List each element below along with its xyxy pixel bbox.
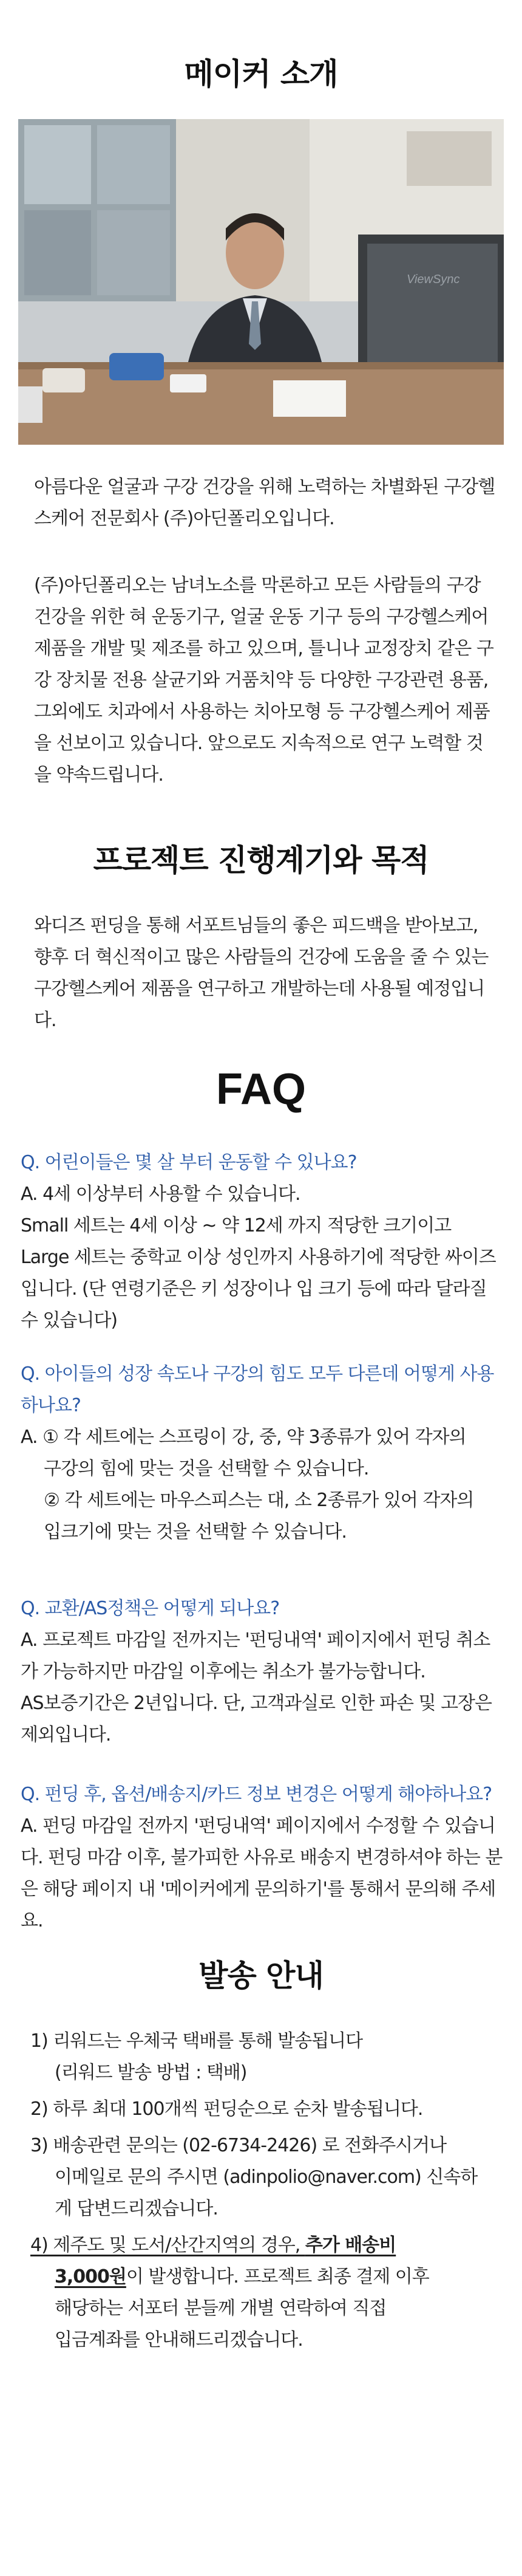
shipping-line-4b: [30, 2261, 498, 2293]
project-body: 와디즈 펀딩을 통해 서포트님들의 좋은 피드백을 받아보고, 향후 더 혁신적이고 많은 사람들의 건강에 도움을 줄 수 있는 구강헬스케어 제품을 연구하고 개발하는데 사용될 예정입니다.: [34, 915, 489, 1031]
faq-answer-2-line-3: ② 각 세트에는 마우스피스는 대, 소 2종류가 있어 각자의: [44, 1490, 474, 1511]
shipping-list: [30, 2026, 498, 2356]
maker-intro-2: (주)아딘폴리오는 남녀노소를 막론하고 모든 사람들의 구강 건강을 위한 혀 운동기구, 얼굴 운동 기구 등의 구강헬스케어 제품을 개발 및 제조를 하고 있으며, 틀니나 교정장치 같은 구강 장치물 전용 살균기와 거품치약 등 다양한 구강관련 용품, 그외에도 치과에서 사용하는 치아모형 등 구강헬스케어 제품을 선보이고 있습니다. 앞으로도 지속적으로 연구 노력할 것을 약속드립니다.: [34, 575, 493, 786]
shipping-line-4: [30, 2230, 498, 2261]
faq-question-4: Q. 펀딩 후, 옵션/배송지/카드 정보 변경은 어떻게 해야하나요?: [21, 1784, 492, 1805]
monitor-brand-label: ViewSync: [407, 273, 460, 286]
shipping-line-3: 3) 배송관련 문의는 (02-6734-2426) 로 전화주시거나: [30, 2135, 447, 2156]
shipping-line-3c: 게 답변드리겠습니다.: [55, 2198, 218, 2219]
shipping-line-3b: 이메일로 문의 주시면 (adinpolio@naver.com) 신속하: [55, 2167, 478, 2188]
faq-question-1: Q. 어린이들은 몇 살 부터 운동할 수 있나요?: [21, 1152, 357, 1173]
faq-answer-1-line-1: A. 4세 이상부터 사용할 수 있습니다.: [21, 1184, 300, 1205]
shipping-section-title: 발송 안내: [198, 1958, 324, 1993]
faq-answer-2: [21, 1422, 506, 1548]
faq-answer-3: [21, 1625, 506, 1751]
faq-answer-1: [21, 1179, 506, 1337]
shipping-line-4e: 해당하는 서포터 분들께 개별 연락하여 직접: [55, 2298, 387, 2319]
maker-section-title: 메이커 소개: [184, 57, 338, 92]
shipping-fee-amount: 3,000원: [55, 2266, 126, 2287]
faq-answer-4: A. 펀딩 마감일 전까지 '펀딩내역' 페이지에서 수정할 수 있습니다. 펀딩 마감 이후, 불가피한 사유로 배송지 변경하셔야 하는 분은 해당 페이지 내 '메이커에게 문의하기'를 통해서 문의해 주세요.: [21, 1815, 503, 1931]
shipping-line-1b: (리워드 발송 방법 : 택배): [55, 2062, 247, 2083]
faq-answer-3-line-2: AS보증기간은 2년입니다. 단, 고객과실로 인한 파손 및 고장은 제외입니다.: [21, 1693, 492, 1745]
project-section-title: 프로젝트 진행계기와 목적: [93, 843, 429, 878]
faq-answer-3-line-1: A. 프로젝트 마감일 전까지는 '펀딩내역' 페이지에서 펀딩 취소가 가능하지만 마감일 이후에는 취소가 불가능합니다.: [21, 1629, 490, 1682]
faq-question-3: Q. 교환/AS정책은 어떻게 되나요?: [21, 1598, 280, 1619]
faq-answer-2-line-4: 입크기에 맞는 것을 선택할 수 있습니다.: [44, 1521, 347, 1543]
shipping-line-2: 2) 하루 최대 100개씩 펀딩순으로 순차 발송됩니다.: [30, 2098, 423, 2120]
shipping-line-4a: 4) 제주도 및 도서/산간지역의 경우,: [30, 2235, 305, 2256]
faq-question-2: Q. 아이들의 성장 속도나 구강의 힘도 모두 다른데 어떻게 사용하나요?: [21, 1363, 494, 1416]
shipping-line-4f: 입금계좌를 안내해드리겠습니다.: [55, 2329, 303, 2351]
shipping-line-1: 1) 리워드는 우체국 택배를 통해 발송됩니다: [30, 2030, 363, 2052]
faq-answer-2-line-2: 구강의 힘에 맞는 것을 선택할 수 있습니다.: [44, 1458, 369, 1479]
maker-photo: [18, 119, 504, 445]
faq-answer-1-line-2: Small 세트는 4세 이상 ~ 약 12세 까지 적당한 크기이고: [21, 1215, 452, 1236]
faq-title: FAQ: [215, 1065, 306, 1114]
faq-answer-2-line-1: A. ① 각 세트에는 스프링이 강, 중, 약 3종류가 있어 각자의: [21, 1427, 466, 1448]
faq-answer-1-line-3: Large 세트는 중학교 이상 성인까지 사용하기에 적당한 싸이즈입니다. (단 연령기준은 키 성장이나 입 크기 등에 따라 달라질 수 있습니다): [21, 1247, 496, 1331]
shipping-extra-fee: 추가 배송비: [305, 2235, 396, 2256]
shipping-line-4d: 이 발생합니다. 프로젝트 최종 결제 이후: [126, 2266, 429, 2287]
maker-intro-1: 아름다운 얼굴과 구강 건강을 위해 노력하는 차별화된 구강헬스케어 전문회사 (주)아딘폴리오입니다.: [34, 476, 495, 529]
